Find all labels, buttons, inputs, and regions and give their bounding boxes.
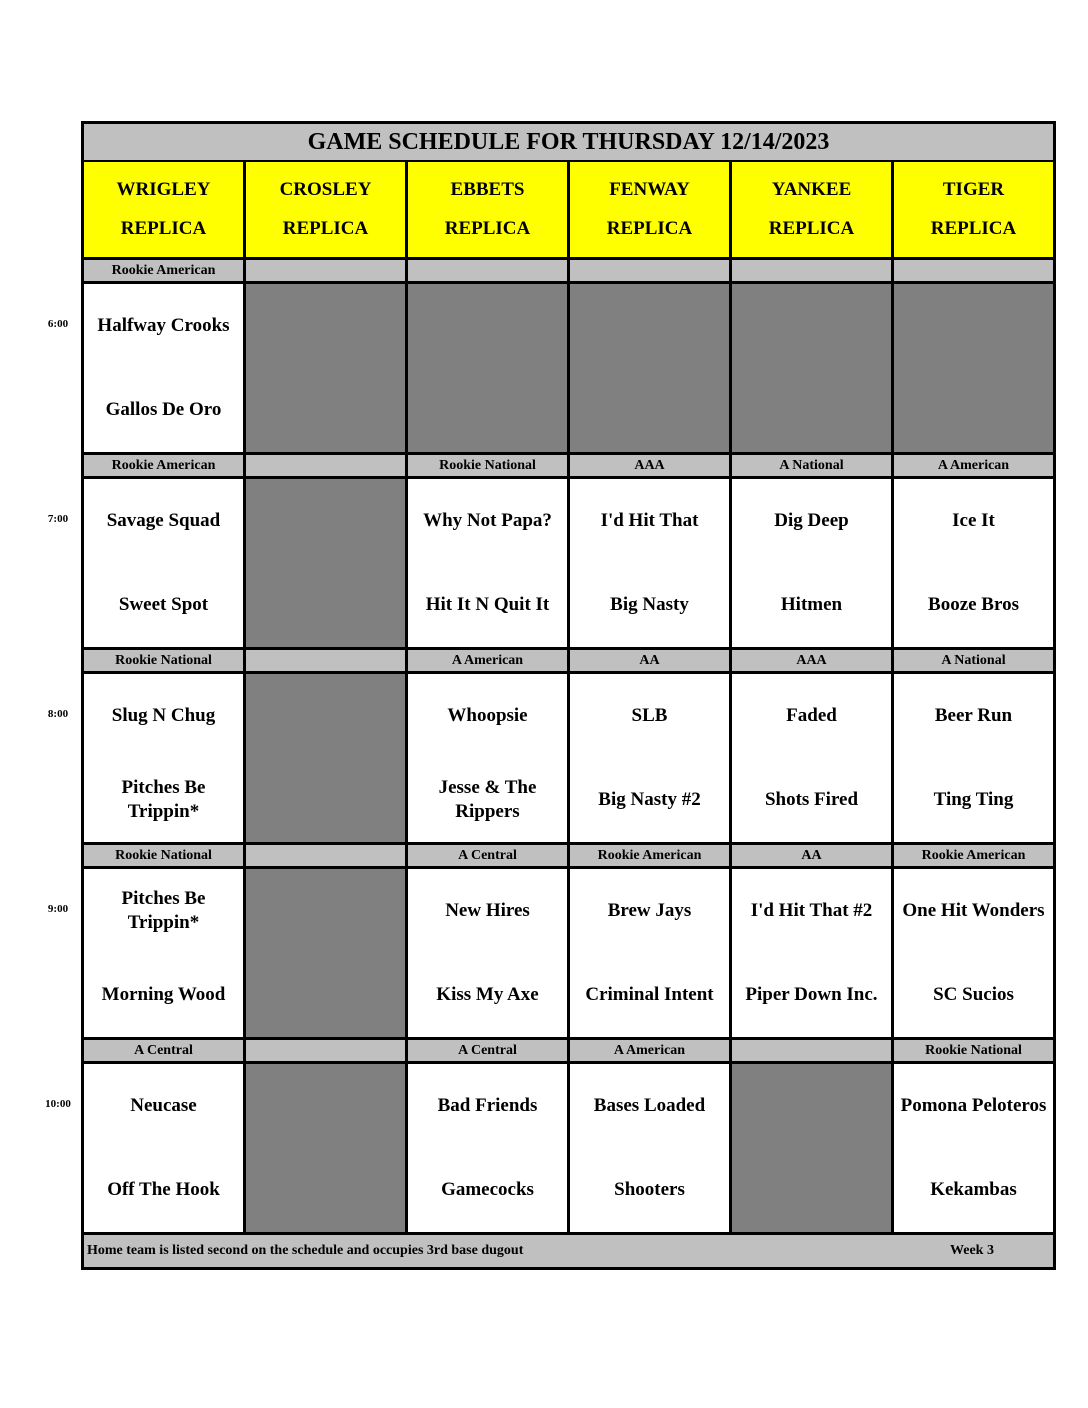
home-team: SC Sucios <box>933 984 1014 1005</box>
field-subtitle: REPLICA <box>606 218 693 240</box>
home-team: Booze Bros <box>928 594 1019 615</box>
home-team: Sweet Spot <box>118 594 209 615</box>
away-team: Slug N Chug <box>111 705 216 726</box>
division-label <box>570 260 732 284</box>
game-cell <box>84 284 246 455</box>
field-subtitle: REPLICA <box>930 218 1017 240</box>
division-label <box>246 1040 408 1064</box>
game-row <box>84 869 1053 1040</box>
game-cell <box>732 869 894 1040</box>
game-cell <box>732 674 894 845</box>
division-label: Rookie American <box>570 845 732 869</box>
away-team: Beer Run <box>934 705 1013 726</box>
home-team: Big Nasty <box>610 594 689 615</box>
game-cell <box>570 674 732 845</box>
away-team: Bad Friends <box>437 1095 538 1116</box>
away-team: Brew Jays <box>607 900 692 921</box>
empty-slot <box>408 284 570 455</box>
game-cell <box>732 479 894 650</box>
home-team: Piper Down Inc. <box>745 984 878 1005</box>
empty-slot <box>246 479 408 650</box>
division-label <box>732 260 894 284</box>
away-team: Ice It <box>952 510 995 531</box>
home-team: Hitmen <box>780 594 843 615</box>
home-team: Shooters <box>614 1179 685 1200</box>
field-name: FENWAY <box>609 178 690 200</box>
field-name: TIGER <box>942 178 1005 200</box>
empty-slot <box>246 869 408 1040</box>
division-label: Rookie American <box>84 455 246 479</box>
game-cell <box>84 1064 246 1235</box>
division-label: Rookie National <box>894 1040 1053 1064</box>
home-team: Kekambas <box>930 1179 1017 1200</box>
division-label: A American <box>894 455 1053 479</box>
home-team: Off The Hook <box>107 1179 220 1200</box>
away-team: Bases Loaded <box>593 1095 706 1116</box>
division-label <box>246 650 408 674</box>
away-team: I'd Hit That #2 <box>750 900 873 921</box>
schedule-table <box>81 121 1056 1270</box>
field-subtitle: REPLICA <box>444 218 531 240</box>
field-header-yankee <box>732 162 894 260</box>
away-team: I'd Hit That <box>600 510 699 531</box>
field-subtitle: REPLICA <box>120 218 207 240</box>
division-label: Rookie American <box>84 260 246 284</box>
game-row <box>84 674 1053 845</box>
game-cell <box>894 479 1053 650</box>
game-slots <box>84 260 1053 1235</box>
empty-slot <box>894 284 1053 455</box>
division-label: A Central <box>408 845 570 869</box>
field-name: WRIGLEY <box>116 178 211 200</box>
division-label <box>246 455 408 479</box>
field-header-row <box>84 162 1053 260</box>
division-label: A National <box>894 650 1053 674</box>
game-row <box>84 284 1053 455</box>
away-team: Pitches Be Trippin* <box>121 888 206 933</box>
home-team: Gamecocks <box>441 1179 534 1200</box>
page-title: GAME SCHEDULE FOR THURSDAY 12/14/2023 <box>84 124 1053 162</box>
division-label: Rookie National <box>408 455 570 479</box>
game-row <box>84 479 1053 650</box>
away-team: Neucase <box>130 1095 197 1116</box>
field-header-wrigley <box>84 162 246 260</box>
away-team: Pomona Peloteros <box>900 1095 1047 1116</box>
home-team: Big Nasty #2 <box>598 789 701 810</box>
division-label: A Central <box>408 1040 570 1064</box>
division-label: A Central <box>84 1040 246 1064</box>
away-team: New Hires <box>445 900 530 921</box>
division-label: AA <box>732 845 894 869</box>
division-label: Rookie National <box>84 650 246 674</box>
game-cell <box>570 479 732 650</box>
empty-slot <box>246 674 408 845</box>
game-cell <box>894 674 1053 845</box>
home-team: Shots Fired <box>764 789 859 810</box>
game-cell <box>894 1064 1053 1235</box>
home-team: Jesse & The Rippers <box>438 777 537 822</box>
away-team: Dig Deep <box>774 510 849 531</box>
time-label: 7:00 <box>47 513 69 525</box>
field-header-crosley <box>246 162 408 260</box>
division-row <box>84 455 1053 479</box>
empty-slot <box>570 284 732 455</box>
game-cell <box>408 1064 570 1235</box>
division-label: AA <box>570 650 732 674</box>
game-cell <box>84 674 246 845</box>
empty-slot <box>732 1064 894 1235</box>
home-team: Hit It N Quit It <box>425 594 550 615</box>
home-team: Kiss My Axe <box>436 984 539 1005</box>
home-team: Pitches Be Trippin* <box>121 777 206 822</box>
division-label: A American <box>570 1040 732 1064</box>
game-cell <box>408 869 570 1040</box>
division-label: Rookie American <box>894 845 1053 869</box>
field-header-fenway <box>570 162 732 260</box>
week-label: Week 3 <box>950 1243 994 1258</box>
time-label: 9:00 <box>47 903 69 915</box>
away-team: Faded <box>786 705 837 726</box>
game-cell <box>570 1064 732 1235</box>
game-cell <box>894 869 1053 1040</box>
division-label: AAA <box>732 650 894 674</box>
field-subtitle: REPLICA <box>768 218 855 240</box>
division-label <box>732 1040 894 1064</box>
home-team: Gallos De Oro <box>105 399 222 420</box>
field-name: EBBETS <box>450 178 525 200</box>
time-label: 6:00 <box>47 318 69 330</box>
away-team: Why Not Papa? <box>423 510 552 531</box>
division-row <box>84 1040 1053 1064</box>
division-label <box>246 260 408 284</box>
away-team: One Hit Wonders <box>902 900 1045 921</box>
division-label <box>408 260 570 284</box>
division-row <box>84 845 1053 869</box>
time-label: 10:00 <box>45 1098 71 1110</box>
division-label: Rookie National <box>84 845 246 869</box>
division-label <box>894 260 1053 284</box>
division-label <box>246 845 408 869</box>
field-name: YANKEE <box>771 178 852 200</box>
division-label: AAA <box>570 455 732 479</box>
away-team: Whoopsie <box>447 705 528 726</box>
footer-note: Home team is listed second on the schedule and occupies 3rd base dugout <box>87 1243 524 1258</box>
division-row <box>84 260 1053 284</box>
field-subtitle: REPLICA <box>282 218 369 240</box>
game-cell <box>408 479 570 650</box>
away-team: Savage Squad <box>106 510 221 531</box>
empty-slot <box>732 284 894 455</box>
home-team: Criminal Intent <box>585 984 714 1005</box>
field-header-ebbets <box>408 162 570 260</box>
division-label: A National <box>732 455 894 479</box>
game-cell <box>570 869 732 1040</box>
division-label: A American <box>408 650 570 674</box>
field-header-tiger <box>894 162 1053 260</box>
game-cell <box>84 479 246 650</box>
game-row <box>84 1064 1053 1235</box>
away-team: SLB <box>631 705 668 726</box>
home-team: Ting Ting <box>933 789 1014 810</box>
game-cell <box>84 869 246 1040</box>
division-row <box>84 650 1053 674</box>
time-label: 8:00 <box>47 708 69 720</box>
field-name: CROSLEY <box>279 178 372 200</box>
schedule-footer <box>84 1235 1053 1267</box>
away-team: Halfway Crooks <box>97 315 230 336</box>
home-team: Morning Wood <box>101 984 226 1005</box>
game-cell <box>408 674 570 845</box>
empty-slot <box>246 284 408 455</box>
empty-slot <box>246 1064 408 1235</box>
